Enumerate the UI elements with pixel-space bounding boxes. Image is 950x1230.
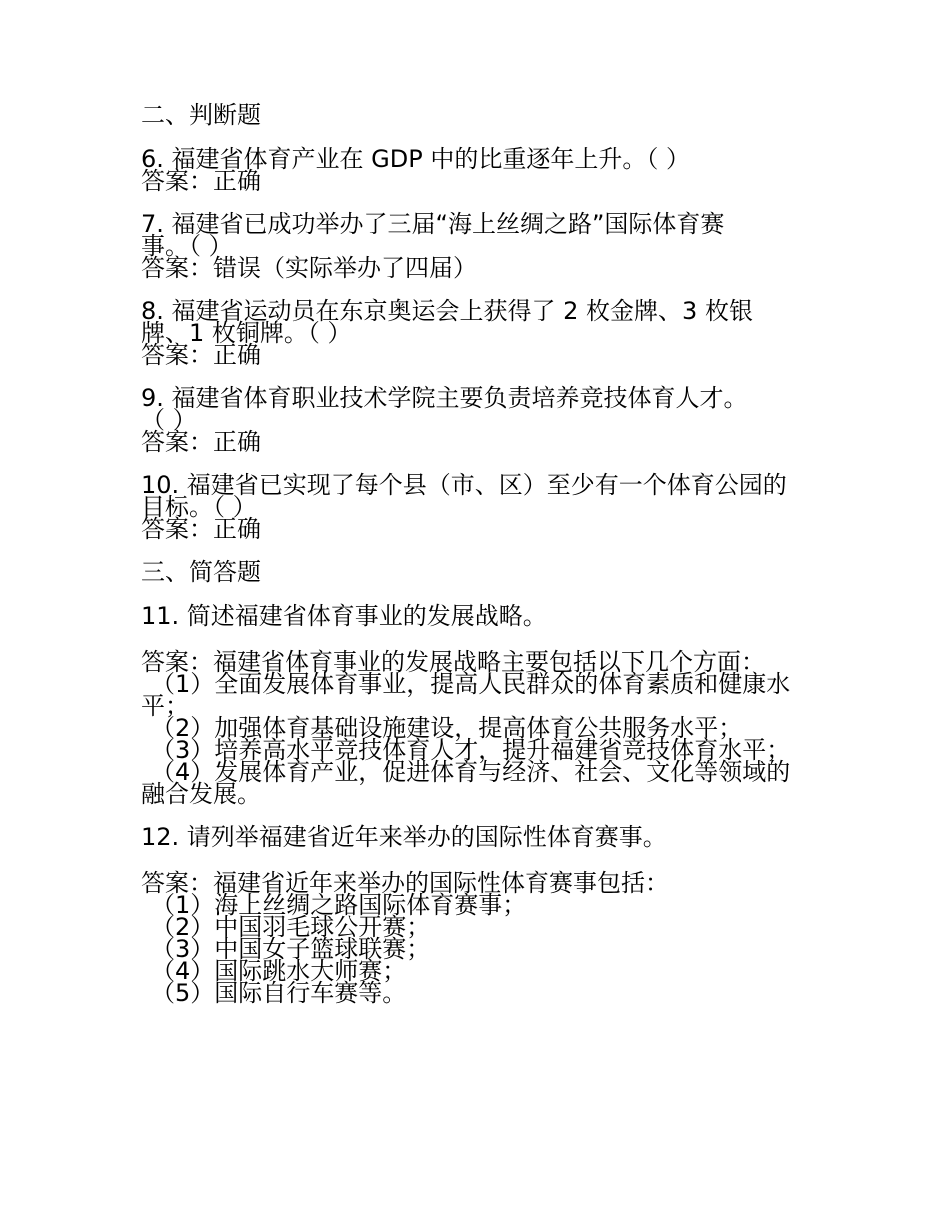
answer-point: （3）培养高水平竞技体育人才，提升福建省竞技体育水平； (151, 736, 791, 764)
answer-point: （1）全面发展体育事业，提高人民群众的体育素质和健康水 (151, 670, 791, 698)
answer-point: （5）国际自行车赛等。 (151, 979, 407, 1007)
answer-point-continued: 融合发展。 (141, 780, 261, 808)
question-text: 7. 福建省已成功举办了三届“海上丝绸之路”国际体育赛 (141, 210, 725, 238)
question-8 (141, 297, 811, 369)
question-text: 9. 福建省体育职业技术学院主要负责培养竞技体育人才。 (141, 384, 748, 412)
question-text-continued: 事。（ ） (141, 232, 233, 260)
question-text-continued: 牌、1 枚铜牌。（ ） (141, 319, 352, 347)
answer-point: （2）加强体育基础设施建设，提高体育公共服务水平； (151, 714, 743, 742)
answer-point: （4）国际跳水大师赛； (151, 957, 407, 985)
answer-text: 答案：福建省体育事业的发展战略主要包括以下几个方面： (141, 648, 765, 676)
answer-point: （1）海上丝绸之路国际体育赛事； (151, 891, 527, 919)
question-text: 11. 简述福建省体育事业的发展战略。 (141, 602, 547, 630)
section-heading-short-answer: 三、简答题 (141, 558, 261, 586)
answer-text: 答案：正确 (141, 515, 261, 543)
question-10 (141, 471, 811, 543)
question-text: 12. 请列举福建省近年来举办的国际性体育赛事。 (141, 823, 667, 851)
question-11 (141, 602, 811, 808)
question-text-continued: 目标。（ ） (141, 493, 257, 521)
answer-point: （2）中国羽毛球公开赛； (151, 913, 431, 941)
answer-point: （3）中国女子篮球联赛； (151, 935, 431, 963)
question-text: 6. 福建省体育产业在 GDP 中的比重逐年上升。（ ） (141, 145, 690, 173)
answer-text: 答案：正确 (141, 167, 261, 195)
answer-point: （4）发展体育产业，促进体育与经济、社会、文化等领域的 (151, 758, 791, 786)
answer-text: 答案：正确 (141, 341, 261, 369)
question-12 (141, 823, 811, 1007)
answer-text: 答案：福建省近年来举办的国际性体育赛事包括： (141, 869, 669, 897)
question-9 (141, 384, 811, 456)
document-page (141, 101, 811, 1025)
question-7 (141, 210, 811, 282)
question-6 (141, 145, 811, 195)
question-text-continued: （ ） (141, 406, 197, 434)
answer-text: 答案：错误（实际举办了四届） (141, 254, 477, 282)
question-text: 8. 福建省运动员在东京奥运会上获得了 2 枚金牌、3 枚银 (141, 297, 753, 325)
answer-point-continued: 平； (141, 692, 189, 720)
question-text: 10. 福建省已实现了每个县（市、区）至少有一个体育公园的 (141, 471, 787, 499)
answer-text: 答案：正确 (141, 428, 261, 456)
section-heading-judgement: 二、判断题 (141, 101, 261, 129)
